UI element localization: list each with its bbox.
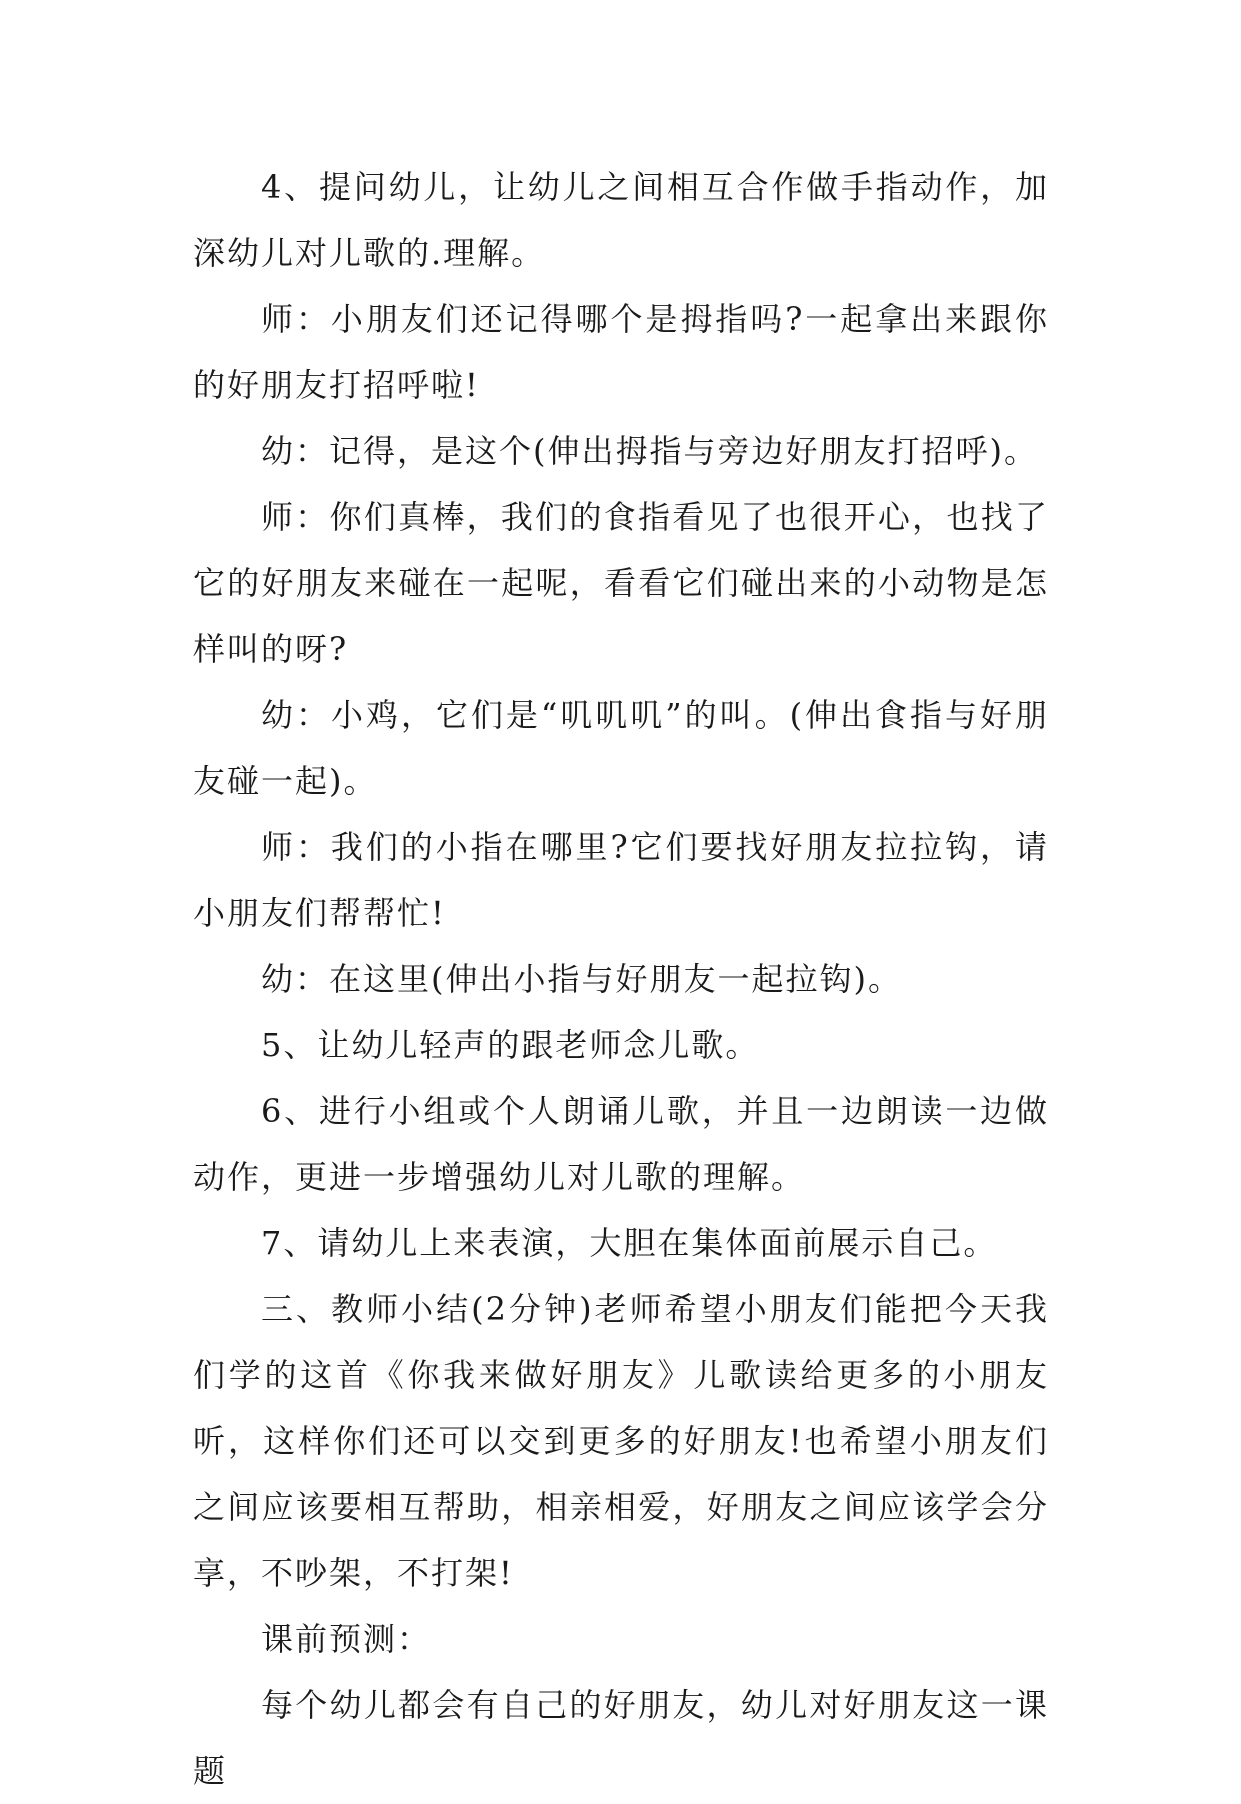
- paragraph-preview-text: 每个幼儿都会有自己的好朋友，幼儿对好朋友这一课题: [193, 1686, 1049, 1790]
- paragraph-child-index: 幼：小鸡，它们是“叽叽叽”的叫。(伸出食指与好朋友碰一起)。: [193, 696, 1049, 800]
- paragraph-teacher-thumb: 师：小朋友们还记得哪个是拇指吗?一起拿出来跟你的好朋友打招呼啦!: [193, 300, 1049, 404]
- paragraph-step-5: 5、让幼儿轻声的跟老师念儿歌。: [261, 1026, 760, 1064]
- paragraph-child-pinky: 幼：在这里(伸出小指与好朋友一起拉钩)。: [261, 960, 902, 998]
- paragraph-step-7: 7、请幼儿上来表演，大胆在集体面前展示自己。: [261, 1224, 998, 1262]
- paragraph-child-thumb: 幼：记得，是这个(伸出拇指与旁边好朋友打招呼)。: [261, 432, 1038, 470]
- paragraph-step-6: 6、进行小组或个人朗诵儿歌，并且一边朗读一边做动作，更进一步增强幼儿对儿歌的理解。: [193, 1092, 1049, 1196]
- document-body: [193, 154, 1049, 1804]
- paragraph-preview-heading: 课前预测：: [261, 1620, 432, 1658]
- paragraph-teacher-index: 师：你们真棒，我们的食指看见了也很开心，也找了它的好朋友来碰在一起呢，看看它们碰出来的小动物是怎样叫的呀?: [193, 498, 1049, 668]
- paragraph-step-4: 4、提问幼儿，让幼儿之间相互合作做手指动作，加深幼儿对儿歌的.理解。: [193, 168, 1049, 272]
- paragraph-summary: 三、教师小结(2分钟)老师希望小朋友们能把今天我们学的这首《你我来做好朋友》儿歌读给更多的小朋友听，这样你们还可以交到更多的好朋友!也希望小朋友们之间应该要相互帮助，相亲相爱，好朋友之间应该学会分享，不吵架，不打架!: [193, 1290, 1049, 1592]
- paragraph-teacher-pinky: 师：我们的小指在哪里?它们要找好朋友拉拉钩，请小朋友们帮帮忙!: [193, 828, 1049, 932]
